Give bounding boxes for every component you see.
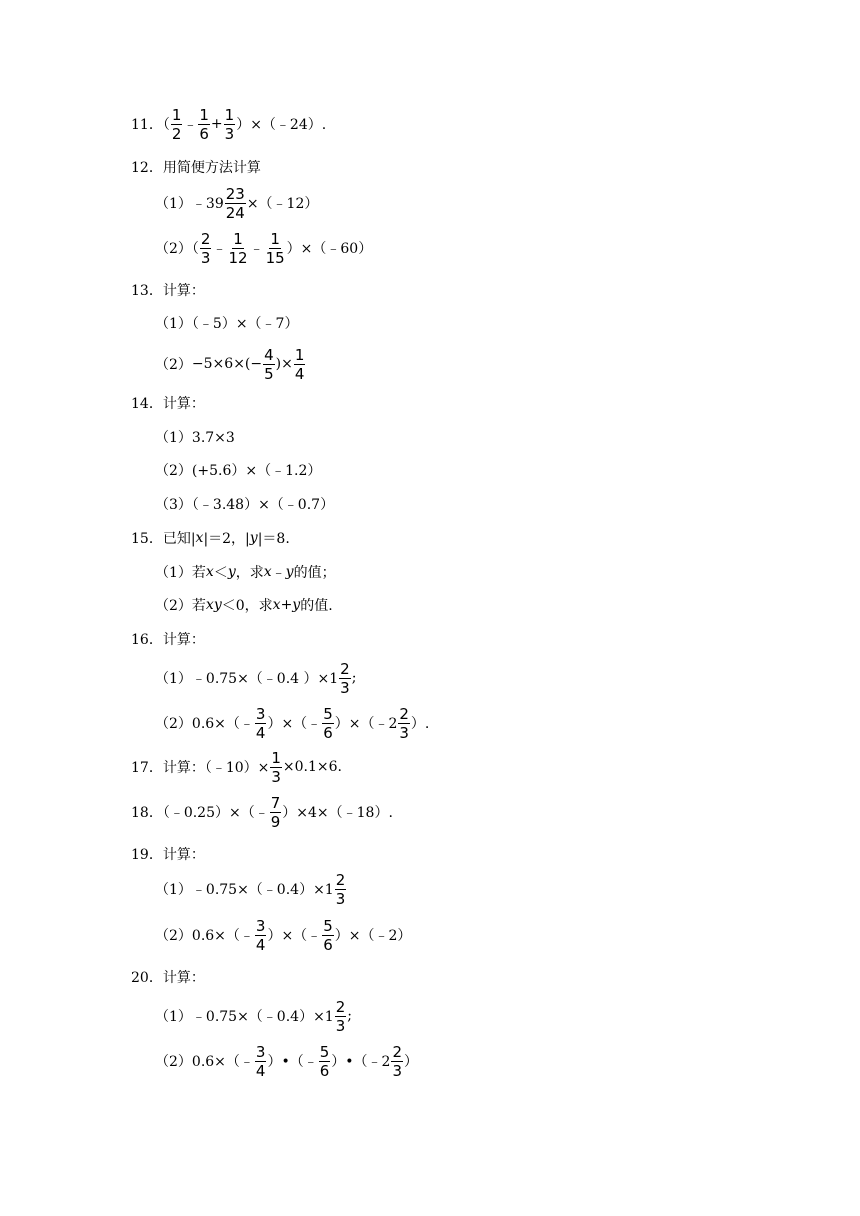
variable: y (292, 597, 301, 613)
fraction-numerator: 1 (233, 229, 243, 248)
fraction-denominator: 5 (264, 364, 274, 383)
fraction-denominator: 4 (255, 935, 266, 954)
fraction-denominator: 3 (340, 678, 350, 697)
fraction-denominator: 6 (319, 1061, 330, 1080)
text-segment: ﹣ (271, 565, 286, 581)
fraction-numerator: 1 (270, 229, 280, 248)
text-segment: （1）若 (155, 565, 206, 581)
fraction-denominator: 3 (335, 1016, 346, 1035)
text-segment: （1）﹣0.75×（﹣0.4）×1 (155, 882, 334, 898)
fraction-numerator: 2 (399, 704, 409, 723)
fraction-numerator: 1 (199, 105, 209, 124)
problem-19-line-1 (131, 834, 205, 874)
text-segment: ; (347, 1008, 352, 1024)
text-segment: ）•（﹣2 (331, 1054, 391, 1070)
variable: xy (205, 597, 222, 613)
problem-20-line-3 (155, 1041, 418, 1081)
fraction-numerator: 5 (323, 916, 333, 935)
fraction-denominator: 6 (323, 935, 333, 954)
text-segment: ）×4×（﹣18）. (282, 805, 393, 821)
text-segment: |＝2，| (203, 531, 250, 547)
problem-17-line-1 (131, 747, 342, 787)
fraction-denominator: 4 (255, 1061, 266, 1080)
problem-16-line-1 (131, 619, 205, 659)
fraction-denominator: 4 (255, 723, 266, 742)
fraction-numerator: 3 (255, 1042, 266, 1061)
text-segment: 14．计算： (131, 396, 205, 412)
text-segment: 17．计算：（﹣10）× (131, 760, 270, 776)
fraction-denominator: 2 (171, 124, 182, 143)
problem-13-line-2 (155, 303, 298, 343)
text-segment: 20．计算： (131, 970, 205, 986)
text-segment: 18．（﹣0.25）×（﹣ (131, 805, 269, 821)
fraction (398, 706, 410, 741)
fraction (270, 795, 282, 830)
fraction (335, 999, 347, 1034)
fraction (319, 1044, 331, 1079)
fraction (322, 918, 334, 953)
fraction-numerator: 4 (264, 345, 274, 364)
text-segment: 11．（ (131, 117, 170, 133)
problem-20-line-2 (155, 996, 352, 1036)
text-segment: ×（﹣12） (246, 196, 319, 212)
text-segment: ; (351, 670, 357, 686)
text-segment: （1）﹣39 (155, 196, 224, 212)
fraction-numerator: 5 (323, 704, 333, 723)
problem-19-line-3 (155, 915, 411, 955)
fraction-numerator: 2 (392, 1042, 402, 1061)
text-segment: （1）3.7×3 (155, 430, 235, 446)
fraction-denominator: 24 (225, 203, 245, 222)
fraction-numerator: 7 (270, 793, 281, 812)
fraction-denominator: 3 (392, 1061, 402, 1080)
problem-16-line-2 (155, 658, 356, 698)
problem-20-line-1 (131, 957, 205, 997)
fraction-numerator: 5 (319, 1042, 330, 1061)
variable: y (227, 564, 236, 580)
text-segment: ）×（﹣ (267, 928, 322, 944)
problem-18-line-1 (131, 792, 393, 832)
variable: y (249, 530, 258, 546)
text-segment: （2）0.6×（﹣ (155, 928, 254, 944)
text-segment: ）. (410, 716, 430, 732)
problem-12-line-3 (155, 228, 372, 268)
fraction-denominator: 3 (200, 248, 211, 267)
fraction-numerator: 2 (335, 997, 346, 1016)
fraction-numerator: 1 (271, 748, 281, 767)
fraction (335, 872, 347, 907)
fraction-denominator: 12 (228, 248, 248, 267)
text-segment: )× (275, 356, 293, 372)
text-segment: 16．计算： (131, 632, 205, 648)
text-segment: −5×6×(− (191, 356, 263, 372)
fraction (339, 661, 351, 696)
fraction-numerator: 1 (171, 105, 182, 124)
fraction (198, 107, 210, 142)
text-segment: + (210, 116, 223, 132)
text-segment: ）×（﹣2） (334, 928, 412, 944)
fraction (322, 706, 334, 741)
fraction-denominator: 3 (335, 889, 346, 908)
fraction-denominator: 3 (271, 767, 281, 786)
text-segment: （1）（﹣5）×（﹣7） (155, 316, 299, 332)
text-segment: （2）（ (155, 241, 199, 257)
text-segment: （2） (155, 357, 192, 373)
fraction (294, 347, 306, 382)
text-segment: （1）﹣0.75×（﹣0.4 ）×1 (155, 671, 339, 687)
variable: x (205, 564, 214, 580)
text-segment: ）×（﹣2 (334, 716, 398, 732)
fraction-numerator: 1 (224, 105, 235, 124)
text-segment: 19．计算： (131, 847, 205, 863)
fraction (270, 750, 282, 785)
text-segment: ） (403, 1054, 418, 1070)
fraction (200, 231, 212, 266)
text-segment: 的值； (293, 565, 336, 581)
fraction-numerator: 1 (294, 345, 305, 364)
problem-19-line-2 (155, 869, 347, 909)
text-segment: |＝8. (257, 531, 290, 547)
problem-11-line-1 (131, 104, 326, 144)
text-segment: ﹣ (212, 241, 227, 257)
text-segment: ）×（﹣24）. (236, 117, 327, 133)
text-segment: ＜ (213, 565, 228, 581)
fraction-denominator: 3 (399, 723, 409, 742)
fraction-denominator: 4 (294, 364, 305, 383)
text-segment: ﹣ (249, 241, 264, 257)
text-segment: ﹣ (183, 117, 198, 133)
fraction-denominator: 9 (270, 812, 281, 831)
fraction-denominator: 15 (265, 248, 285, 267)
text-segment: （2）0.6×（﹣ (155, 1054, 254, 1070)
fraction (171, 107, 183, 142)
problem-12-line-2 (155, 183, 318, 223)
fraction (255, 918, 267, 953)
text-segment: （1）﹣0.75×（﹣0.4）×1 (155, 1009, 334, 1025)
text-segment: + (280, 597, 293, 613)
fraction-numerator: 3 (255, 704, 266, 723)
variable: x (195, 530, 204, 546)
text-segment: ）×（﹣ (267, 716, 322, 732)
fraction-numerator: 2 (340, 659, 350, 678)
text-segment: （2）若 (155, 598, 206, 614)
fraction-denominator: 6 (199, 124, 209, 143)
variable: x (263, 564, 272, 580)
fraction-numerator: 3 (255, 916, 266, 935)
fraction (263, 347, 275, 382)
fraction-numerator: 2 (200, 229, 211, 248)
fraction (255, 1044, 267, 1079)
text-segment: 的值. (300, 598, 333, 614)
fraction (224, 107, 236, 142)
problem-16-line-3 (155, 703, 429, 743)
text-segment: （2）0.6×（﹣ (155, 716, 254, 732)
fraction-denominator: 6 (323, 723, 333, 742)
fraction (255, 706, 267, 741)
text-segment: 15．已知| (131, 531, 196, 547)
text-segment: 13．计算： (131, 283, 205, 299)
text-segment: ＜0，求 (221, 598, 273, 614)
fraction-denominator: 3 (224, 124, 235, 143)
text-segment: ）•（﹣ (267, 1054, 318, 1070)
fraction (225, 186, 246, 221)
text-segment: 12．用简便方法计算 (131, 160, 261, 176)
text-segment: （2）(+5.6）×（﹣1.2） (155, 463, 322, 479)
text-segment: （3）（﹣3.48）×（﹣0.7） (155, 497, 335, 513)
text-segment: ×0.1×6. (282, 759, 342, 775)
variable: y (285, 564, 294, 580)
fraction (391, 1044, 403, 1079)
fraction-numerator: 2 (335, 870, 346, 889)
problem-12-line-1 (131, 147, 261, 187)
fraction (227, 231, 248, 266)
fraction (265, 231, 286, 266)
text-segment: ，求 (235, 565, 264, 581)
text-segment: ）×（﹣60） (286, 241, 373, 257)
variable: x (272, 597, 281, 613)
fraction-numerator: 23 (225, 184, 245, 203)
problem-13-line-3 (155, 344, 306, 384)
